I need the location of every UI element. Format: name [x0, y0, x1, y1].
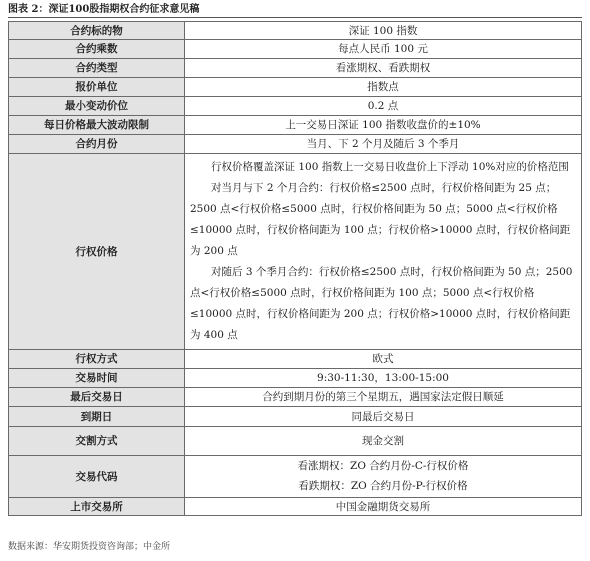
- row-value: 9:30-11:30，13:00-15:00: [185, 369, 582, 388]
- row-value: 现金交割: [185, 427, 582, 456]
- row-key: 行权价格: [9, 154, 185, 350]
- row-key: 报价单位: [9, 78, 185, 97]
- row-value: 看涨期权、看跌期权: [185, 59, 582, 78]
- table-row: [9, 78, 582, 97]
- row-key: 行权方式: [9, 350, 185, 369]
- row-value: 上一交易日深证 100 指数收盘价的±10%: [185, 116, 582, 135]
- row-value: 0.2 点: [185, 97, 582, 116]
- row-key: 交割方式: [9, 427, 185, 456]
- row-key: 到期日: [9, 407, 185, 427]
- row-value: 欧式: [185, 350, 582, 369]
- call-option-code: 看涨期权：ZO 合约月份-C-行权价格: [297, 460, 469, 472]
- trading-code-values: [185, 456, 582, 498]
- row-key: 交易代码: [9, 456, 185, 498]
- row-value: 同最后交易日: [185, 407, 582, 427]
- table-row: [9, 498, 582, 516]
- data-source-note: 数据来源：华安期货投资咨询部；中金所: [8, 542, 171, 552]
- row-value: 合约到期月份的第三个星期五，遇国家法定假日顺延: [185, 388, 582, 407]
- table-row: [9, 59, 582, 78]
- table-row: [9, 40, 582, 59]
- row-value: 每点人民币 100 元: [185, 40, 582, 59]
- table-row: [9, 116, 582, 135]
- table-row: [9, 369, 582, 388]
- row-key: 合约类型: [9, 59, 185, 78]
- strike-price-description: [185, 154, 582, 350]
- table-row: [9, 97, 582, 116]
- table-row-trading-code: [9, 456, 582, 498]
- table-row: [9, 407, 582, 427]
- table-row: [9, 22, 582, 40]
- row-value: 当月、下 2 个月及随后 3 个季月: [185, 135, 582, 154]
- row-key: 交易时间: [9, 369, 185, 388]
- row-key: 上市交易所: [9, 498, 185, 516]
- row-value: 中国金融期货交易所: [185, 498, 582, 516]
- row-value: 指数点: [185, 78, 582, 97]
- strike-paragraph: 对当月与下 2 个月合约：行权价格≤2500 点时，行权价格间距为 25 点；2500 点<行权价格≤5000 点时，行权价格间距为 50 点；5000 点<行权价格≤10000 点时，行权价格间距为 100 点；行权价格>10000 点时，行权价格间距为 200 点: [190, 182, 571, 257]
- row-key: 合约乘数: [9, 40, 185, 59]
- table-row: [9, 135, 582, 154]
- contract-spec-table: [8, 21, 582, 516]
- row-key: 合约标的物: [9, 22, 185, 40]
- put-option-code: 看跌期权：ZO 合约月份-P-行权价格: [298, 479, 468, 492]
- strike-paragraph: 对随后 3 个季月合约：行权价格≤2500 点时，行权价格间距为 50 点；2500 点<行权价格≤5000 点时，行权价格间距为 100 点；5000 点<行权价格≤10000 点时，行权价格间距为 200 点；行权价格>10000 点时，行权价格间距为 400 点: [190, 266, 573, 341]
- row-key: 最小变动价位: [9, 97, 185, 116]
- table-row: [9, 427, 582, 456]
- row-key: 每日价格最大波动限制: [9, 116, 185, 135]
- table-row: [9, 350, 582, 369]
- row-value: 深证 100 指数: [185, 22, 582, 40]
- strike-paragraph: 行权价格覆盖深证 100 指数上一交易日收盘价上下浮动 10%对应的价格范围: [211, 161, 569, 173]
- table-row: [9, 388, 582, 407]
- row-key: 合约月份: [9, 135, 185, 154]
- row-key: 最后交易日: [9, 388, 185, 407]
- table-row-strike-price: [9, 154, 582, 350]
- figure-caption: 图表 2：深证100股指期权合约征求意见稿: [8, 2, 582, 18]
